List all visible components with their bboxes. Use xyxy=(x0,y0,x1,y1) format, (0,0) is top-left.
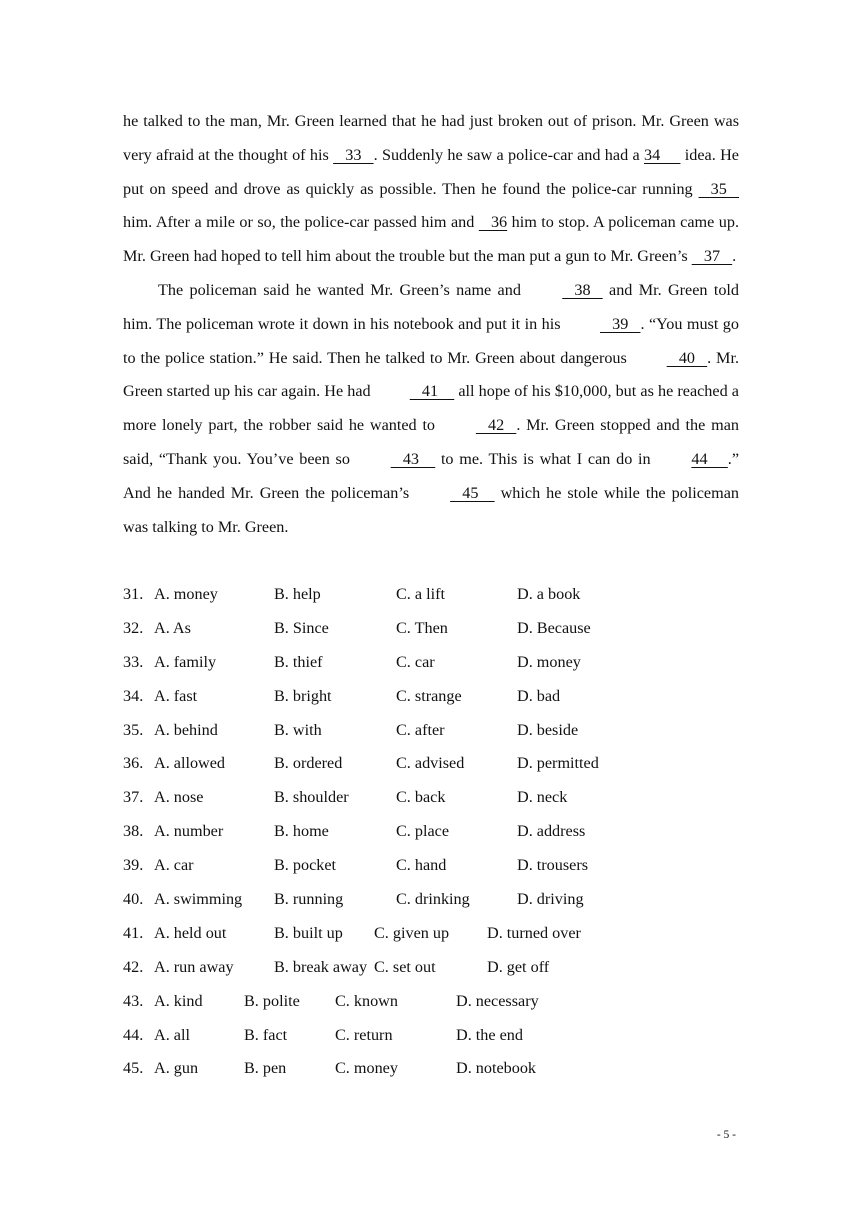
option-c: C. strange xyxy=(396,686,462,705)
option-d: D. money xyxy=(517,652,581,671)
option-d: D. necessary xyxy=(456,991,539,1010)
option-d: D. get off xyxy=(487,957,550,976)
option-b: B. pocket xyxy=(274,856,337,875)
option-d: D. trousers xyxy=(517,856,589,875)
passage-text: .” And he handed Mr. Green the policeman’s xyxy=(123,449,740,502)
option-c: C. money xyxy=(335,1059,398,1078)
option-c: C. hand xyxy=(396,856,447,875)
passage-text: him to stop. A policeman came up. Mr. Green had hoped to tell him about the trouble but the man put a gun to Mr. Green’s xyxy=(123,213,739,266)
blank-43: 43 xyxy=(390,449,436,468)
option-a: A. money xyxy=(154,585,218,603)
option-c: C. return xyxy=(335,1025,393,1044)
option-d: D. notebook xyxy=(456,1059,537,1078)
option-b: B. running xyxy=(274,890,344,909)
option-a: A. fast xyxy=(154,686,198,705)
option-a: A. allowed xyxy=(154,754,226,773)
passage-text: he talked to the man, Mr. Green learned that he had just broken out of prison. Mr. Green was very afraid at the thought of his xyxy=(123,112,739,164)
question-number: 44. xyxy=(123,1025,144,1044)
option-a: A. gun xyxy=(154,1059,199,1078)
option-a: A. behind xyxy=(154,720,218,739)
question-row xyxy=(123,680,743,714)
option-a: A. family xyxy=(154,652,217,671)
option-a: A. swimming xyxy=(154,890,243,909)
question-row xyxy=(123,951,743,985)
passage-text: . xyxy=(732,247,737,266)
option-a: A. number xyxy=(154,822,224,841)
question-row xyxy=(123,646,743,680)
option-c: C. set out xyxy=(374,957,436,976)
option-a: A. run away xyxy=(154,957,234,976)
option-a: A. car xyxy=(154,856,194,875)
option-d: D. Because xyxy=(517,618,591,637)
blank-36: 36 xyxy=(478,213,508,232)
option-c: C. after xyxy=(396,720,445,739)
blank-39: 39 xyxy=(600,314,641,333)
passage-text: all hope of his $10,000, but as he reached a more lonely part, the robber said he wanted to xyxy=(123,382,739,435)
option-d: D. beside xyxy=(517,720,579,739)
option-b: B. ordered xyxy=(274,754,343,773)
blank-35: 35 xyxy=(698,179,739,198)
question-number: 40. xyxy=(123,890,144,909)
question-number: 32. xyxy=(123,618,144,637)
option-c: C. Then xyxy=(396,618,448,637)
passage-text: and Mr. Green told him. The policeman wrote it down in his notebook and put it in his xyxy=(123,280,739,333)
question-row xyxy=(123,612,743,646)
blank-38: 38 xyxy=(562,280,603,299)
option-c: C. given up xyxy=(374,923,450,942)
question-number: 41. xyxy=(123,923,144,942)
option-b: B. help xyxy=(274,585,321,603)
option-b: B. with xyxy=(274,720,322,739)
option-b: B. shoulder xyxy=(274,788,349,807)
question-number: 31. xyxy=(123,585,144,603)
question-number: 39. xyxy=(123,856,144,875)
question-row xyxy=(123,747,743,781)
question-row xyxy=(123,849,743,883)
question-row xyxy=(123,1052,743,1086)
question-row xyxy=(123,781,743,815)
question-number: 35. xyxy=(123,720,144,739)
question-row xyxy=(123,578,743,612)
option-d: D. neck xyxy=(517,788,568,807)
option-d: D. driving xyxy=(517,890,584,909)
option-c: C. a lift xyxy=(396,585,446,603)
question-number: 34. xyxy=(123,686,144,705)
option-d: D. address xyxy=(517,822,586,841)
option-d: D. the end xyxy=(456,1025,523,1044)
option-c: C. drinking xyxy=(396,890,470,909)
option-a: A. kind xyxy=(154,991,203,1010)
passage-text: which he stole while the policeman was talking to Mr. Green. xyxy=(123,483,739,536)
option-a: A. nose xyxy=(154,788,204,807)
option-b: B. pen xyxy=(244,1059,287,1078)
question-number: 38. xyxy=(123,822,144,841)
option-b: B. built up xyxy=(274,923,343,942)
option-c: C. known xyxy=(335,991,398,1010)
question-row xyxy=(123,815,743,849)
passage-text: . Mr. Green started up his car again. He had xyxy=(123,348,739,401)
passage-text: to me. This is what I can do in xyxy=(435,449,657,468)
passage-text: . “You must go to the police station.” He said. Then he talked to Mr. Green about dangerous xyxy=(123,314,739,367)
option-a: A. all xyxy=(154,1025,190,1044)
question-row xyxy=(123,1019,743,1053)
question-number: 45. xyxy=(123,1059,144,1078)
option-c: C. place xyxy=(396,822,450,841)
question-number: 33. xyxy=(123,652,144,671)
passage-text: him. After a mile or so, the police-car passed him and xyxy=(123,213,479,232)
option-b: B. polite xyxy=(244,991,300,1010)
question-row xyxy=(123,714,743,748)
option-c: C. advised xyxy=(396,754,465,773)
question-number: 42. xyxy=(123,957,144,976)
option-b: B. bright xyxy=(274,686,332,705)
option-d: D. turned over xyxy=(487,923,581,942)
option-c: C. back xyxy=(396,788,446,807)
passage-text: The policeman said he wanted Mr. Green’s name and xyxy=(158,280,528,299)
blank-45: 45 xyxy=(450,483,495,502)
option-d: D. a book xyxy=(517,585,581,603)
option-b: B. break away xyxy=(274,957,368,976)
option-c: C. car xyxy=(396,652,435,671)
blank-37: 37 xyxy=(691,247,733,266)
option-b: B. home xyxy=(274,822,329,841)
blank-42: 42 xyxy=(475,416,517,435)
passage-text: idea. He put on speed and drove as quickly as possible. Then he found the police-car running xyxy=(123,145,739,198)
blank-40: 40 xyxy=(666,348,708,367)
page-number: - 5 - xyxy=(716,1129,736,1141)
blank-41: 41 xyxy=(409,382,455,401)
question-number: 43. xyxy=(123,991,144,1010)
answer-options xyxy=(123,578,743,1086)
option-a: A. held out xyxy=(154,923,227,942)
blank-34: 34 xyxy=(644,145,681,164)
question-row xyxy=(123,985,743,1019)
question-row xyxy=(123,883,743,917)
passage-text: . Suddenly he saw a police-car and had a xyxy=(373,145,645,164)
question-number: 36. xyxy=(123,754,144,773)
question-row xyxy=(123,917,743,951)
passage-text: . Mr. Green stopped and the man said, “Thank you. You’ve been so xyxy=(123,416,740,468)
option-a: A. As xyxy=(154,618,191,637)
option-d: D. permitted xyxy=(517,754,599,773)
option-b: B. thief xyxy=(274,652,323,671)
cloze-passage xyxy=(123,105,739,544)
blank-44: 44 xyxy=(691,449,728,468)
question-number: 37. xyxy=(123,788,144,807)
paragraph-2 xyxy=(123,274,739,544)
option-b: B. Since xyxy=(274,618,329,637)
paragraph-1 xyxy=(123,105,739,274)
option-b: B. fact xyxy=(244,1025,288,1044)
option-d: D. bad xyxy=(517,686,561,705)
blank-33: 33 xyxy=(333,145,374,164)
